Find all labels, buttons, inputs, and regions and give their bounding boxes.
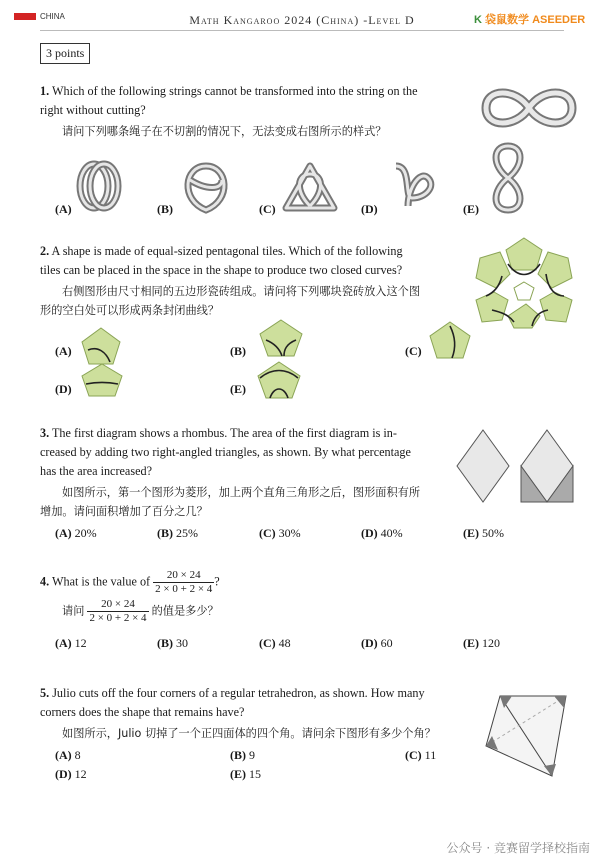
q3-rhombus-diagrams [455, 428, 587, 506]
q5-option-b[interactable]: (B) 9 [230, 748, 255, 762]
question-3: 3. The first diagram shows a rhombus. The area of the first diagram is in- creased by adding two right-angled triangles, as shown. By what percentage has the area increased? 如图所示，第一个图形为菱形，加上两个直角三角形之后，图形面积有所 增加。请问面积增加了百分之几？ [40, 426, 421, 518]
header-divider [40, 30, 564, 31]
question-4: 4. What is the value of $\frac{20 \times 24}{2 \times 0 + 2 \times 4}$ ? 请问 $\frac{20 \times 24}{2 \times 0 + 2 \times 4}$ 的值是多少？ [40, 569, 220, 624]
q2-option-d[interactable]: (D) [55, 382, 72, 396]
q2-option-b[interactable]: (B) [230, 344, 246, 358]
q4-option-c[interactable]: (C) 48 [259, 636, 291, 650]
q1-option-c-knot [280, 160, 340, 216]
q2-option-b-tile [256, 318, 306, 358]
q1-option-e-knot [486, 140, 530, 216]
q3-option-d[interactable]: (D) 40% [361, 526, 403, 540]
q4-option-d[interactable]: (D) 60 [361, 636, 393, 650]
page-title: Math Kangaroo 2024 (China) -Level D [189, 13, 415, 27]
q5-truncated-tetrahedron [478, 688, 578, 782]
left-logo: CHINA [14, 12, 65, 21]
q2-option-c-tile [428, 320, 472, 360]
q2-option-e[interactable]: (E) [230, 382, 246, 396]
q3-option-b[interactable]: (B) 25% [157, 526, 198, 540]
q2-option-e-tile [254, 360, 304, 400]
q3-option-c[interactable]: (C) 30% [259, 526, 301, 540]
question-1: 1. Which of the following strings cannot be transformed into the string on the right without cutting? 请问下列哪条绳子在不切割的情况下，无法变成右图所示的样式？ [40, 82, 470, 141]
question-number: 3. [40, 426, 50, 440]
fraction-expression: $\frac{20 \times 24}{2 \times 0 + 2 \times 4}$ [155, 569, 213, 595]
fraction-expression-zh: $\frac{20 \times 24}{2 \times 0 + 2 \times 4}$ [89, 598, 147, 624]
page-header [0, 0, 604, 36]
q1-option-d-knot [382, 158, 442, 216]
q3-option-a[interactable]: (A) 20% [55, 526, 97, 540]
q1-target-figure-eight [474, 80, 584, 136]
q2-pentagon-ring-figure [468, 234, 580, 330]
q2-option-d-tile [80, 362, 124, 398]
question-number: 5. [40, 686, 50, 700]
q2-option-a-tile [80, 326, 122, 366]
q4-option-a[interactable]: (A) 12 [55, 636, 87, 650]
question-number: 4. [40, 574, 50, 589]
q1-option-d[interactable]: (D) [361, 202, 378, 216]
q1-option-c[interactable]: (C) [259, 202, 276, 216]
question-1-chinese: 请问下列哪条绳子在不切割的情况下，无法变成右图所示的样式？ [62, 125, 387, 138]
q5-option-e[interactable]: (E) 15 [230, 767, 261, 781]
question-number: 1. [40, 84, 50, 98]
question-number: 2. [40, 244, 50, 258]
q4-option-e[interactable]: (E) 120 [463, 636, 500, 650]
q1-option-b-knot [176, 160, 236, 216]
q5-option-a[interactable]: (A) 8 [55, 748, 81, 762]
q3-option-e[interactable]: (E) 50% [463, 526, 504, 540]
right-logo: K 袋鼠数学 ASEEDER [474, 14, 586, 26]
watermark: 公众号 · 竞赛留学择校指南 [446, 841, 590, 855]
points-badge: 3 points [40, 43, 90, 64]
question-5: 5. Julio cuts off the four corners of a regular tetrahedron, as shown. How many corners does the shape that remains have? 如图所示，Julio 切掉了一个正四面体的四个角。请问余下图形有多少个角？ [40, 686, 436, 740]
q5-option-c[interactable]: (C) 11 [405, 748, 437, 762]
q1-option-a[interactable]: (A) [55, 202, 72, 216]
q2-option-c[interactable]: (C) [405, 344, 422, 358]
q1-option-b[interactable]: (B) [157, 202, 173, 216]
question-2: 2. A shape is made of equal-sized pentagonal tiles. Which of the following tiles can be placed in the space in the shape to produce two closed curves? 右侧图形由尺寸相同的五边形瓷砖组成。请问将下列哪块瓷砖放入这个图 形的空白处可以形成两条封闭曲线？ [40, 244, 421, 317]
q2-option-a[interactable]: (A) [55, 344, 72, 358]
q1-option-a-knot [70, 158, 130, 216]
q5-option-d[interactable]: (D) 12 [55, 767, 87, 781]
q4-option-b[interactable]: (B) 30 [157, 636, 188, 650]
q1-option-e[interactable]: (E) [463, 202, 479, 216]
